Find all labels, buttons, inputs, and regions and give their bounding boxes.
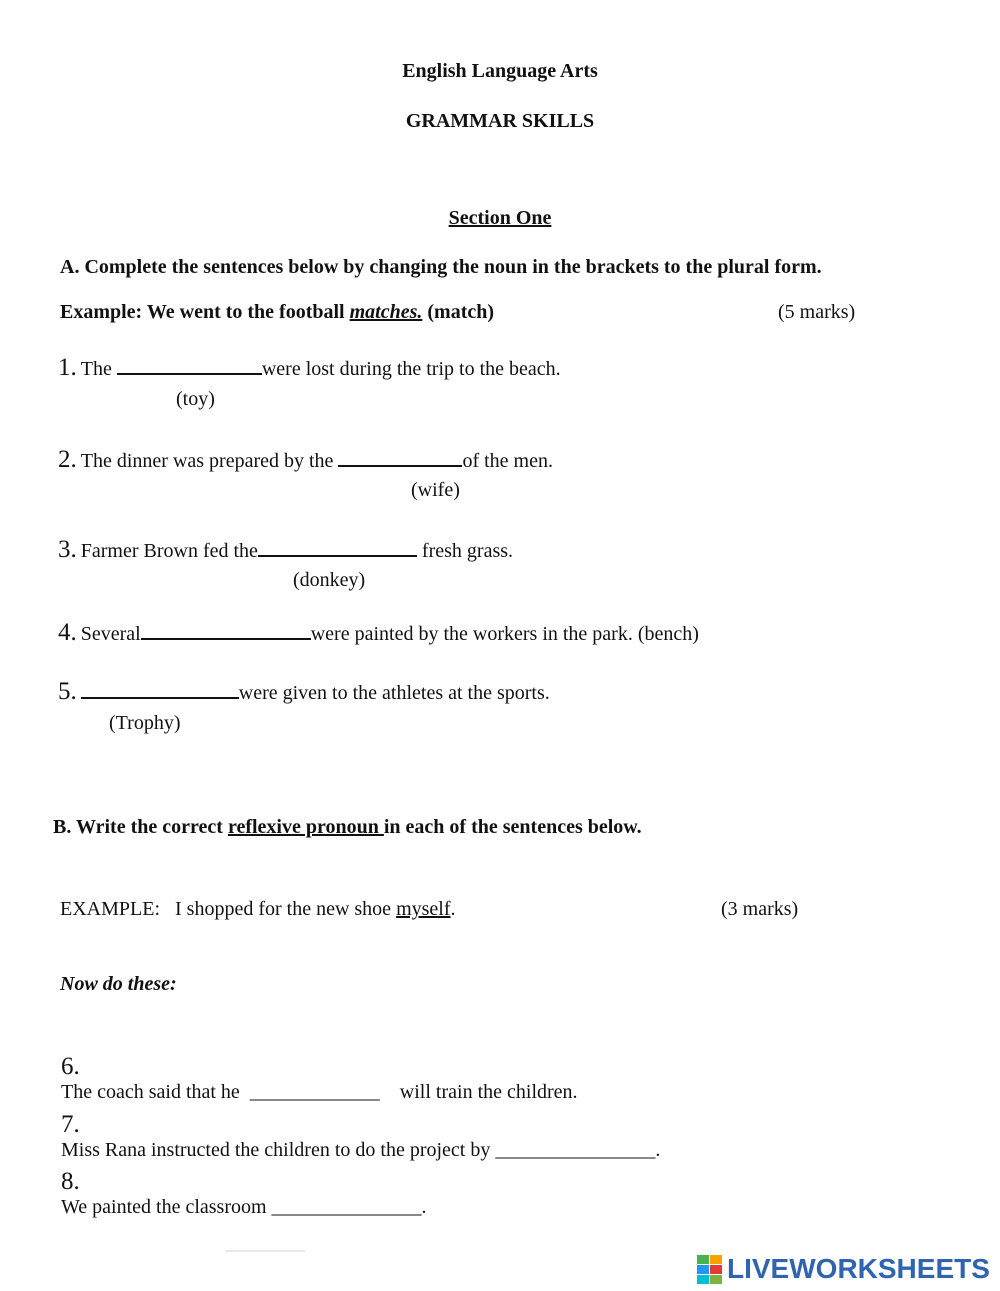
example-suffix: . bbox=[450, 898, 456, 920]
question-number: 2. bbox=[58, 446, 77, 473]
example-answer: myself bbox=[396, 898, 451, 920]
part-a-example bbox=[60, 301, 494, 324]
question-1 bbox=[58, 354, 561, 382]
question-number: 5. bbox=[58, 678, 77, 705]
question-text-after: were given to the athletes at the sports. bbox=[238, 682, 550, 704]
answer-blank[interactable] bbox=[338, 451, 462, 467]
instruction-keyword: reflexive pronoun bbox=[227, 816, 384, 838]
answer-blank[interactable] bbox=[141, 624, 311, 640]
question-text-before: Several bbox=[80, 623, 141, 645]
question-hint: (wife) bbox=[411, 479, 460, 501]
question-text-after: of the men. bbox=[462, 450, 553, 472]
answer-blank[interactable] bbox=[258, 541, 417, 557]
question-2 bbox=[58, 446, 553, 474]
answer-blank[interactable] bbox=[117, 359, 262, 375]
topic-title: GRAMMAR SKILLS bbox=[405, 110, 595, 132]
section-title: Section One bbox=[448, 207, 552, 229]
example-answer: matches. bbox=[349, 301, 423, 323]
question-hint: (donkey) bbox=[293, 569, 366, 591]
example-prefix: EXAMPLE: I shopped for the new shoe bbox=[60, 898, 397, 920]
part-a-marks: (5 marks) bbox=[778, 301, 856, 323]
example-suffix: (match) bbox=[422, 301, 495, 323]
part-a-instruction: A. Complete the sentences below by changing the noun in the brackets to the plural form. bbox=[60, 256, 822, 278]
question-number: 7. bbox=[61, 1111, 80, 1138]
question-text-after: were painted by the workers in the park. (bench) bbox=[310, 623, 699, 645]
instruction-prefix: B. Write the correct bbox=[53, 816, 228, 838]
question-text-before: The bbox=[80, 358, 117, 380]
liveworksheets-brand: LIVEWORKSHEETS bbox=[727, 1253, 990, 1284]
question-text-after: fresh grass. bbox=[416, 540, 514, 562]
question-hint: (toy) bbox=[176, 388, 215, 410]
question-8[interactable] bbox=[53, 1150, 427, 1219]
question-number: 4. bbox=[58, 619, 77, 646]
question-text-after: were lost during the trip to the beach. bbox=[261, 358, 561, 380]
part-b-instruction bbox=[53, 816, 642, 839]
subject-title: English Language Arts bbox=[402, 60, 598, 82]
liveworksheets-logo-icon bbox=[697, 1255, 723, 1285]
answer-blank[interactable] bbox=[81, 683, 239, 699]
question-number: 6. bbox=[61, 1053, 80, 1080]
now-do-these: Now do these: bbox=[60, 973, 177, 995]
question-number: 3. bbox=[58, 536, 77, 563]
question-text-before: Farmer Brown fed the bbox=[80, 540, 258, 562]
example-prefix: Example: We went to the football bbox=[60, 301, 350, 323]
question-hint: (Trophy) bbox=[109, 712, 181, 734]
question-text[interactable]: Miss Rana instructed the children to do the project by ________________. bbox=[61, 1139, 661, 1161]
question-text-before: The dinner was prepared by the bbox=[80, 450, 339, 472]
part-b-example bbox=[60, 898, 456, 921]
question-text[interactable]: We painted the classroom _______________. bbox=[61, 1196, 427, 1218]
part-b-marks: (3 marks) bbox=[721, 898, 799, 920]
faint-mark bbox=[225, 1250, 305, 1252]
question-4 bbox=[58, 619, 699, 647]
question-5 bbox=[58, 678, 550, 706]
question-text[interactable]: The coach said that he _____________ will train the children. bbox=[61, 1081, 578, 1103]
question-3 bbox=[58, 536, 513, 564]
question-number: 8. bbox=[61, 1168, 80, 1195]
instruction-suffix: in each of the sentences below. bbox=[383, 816, 642, 838]
question-number: 1. bbox=[58, 354, 77, 381]
